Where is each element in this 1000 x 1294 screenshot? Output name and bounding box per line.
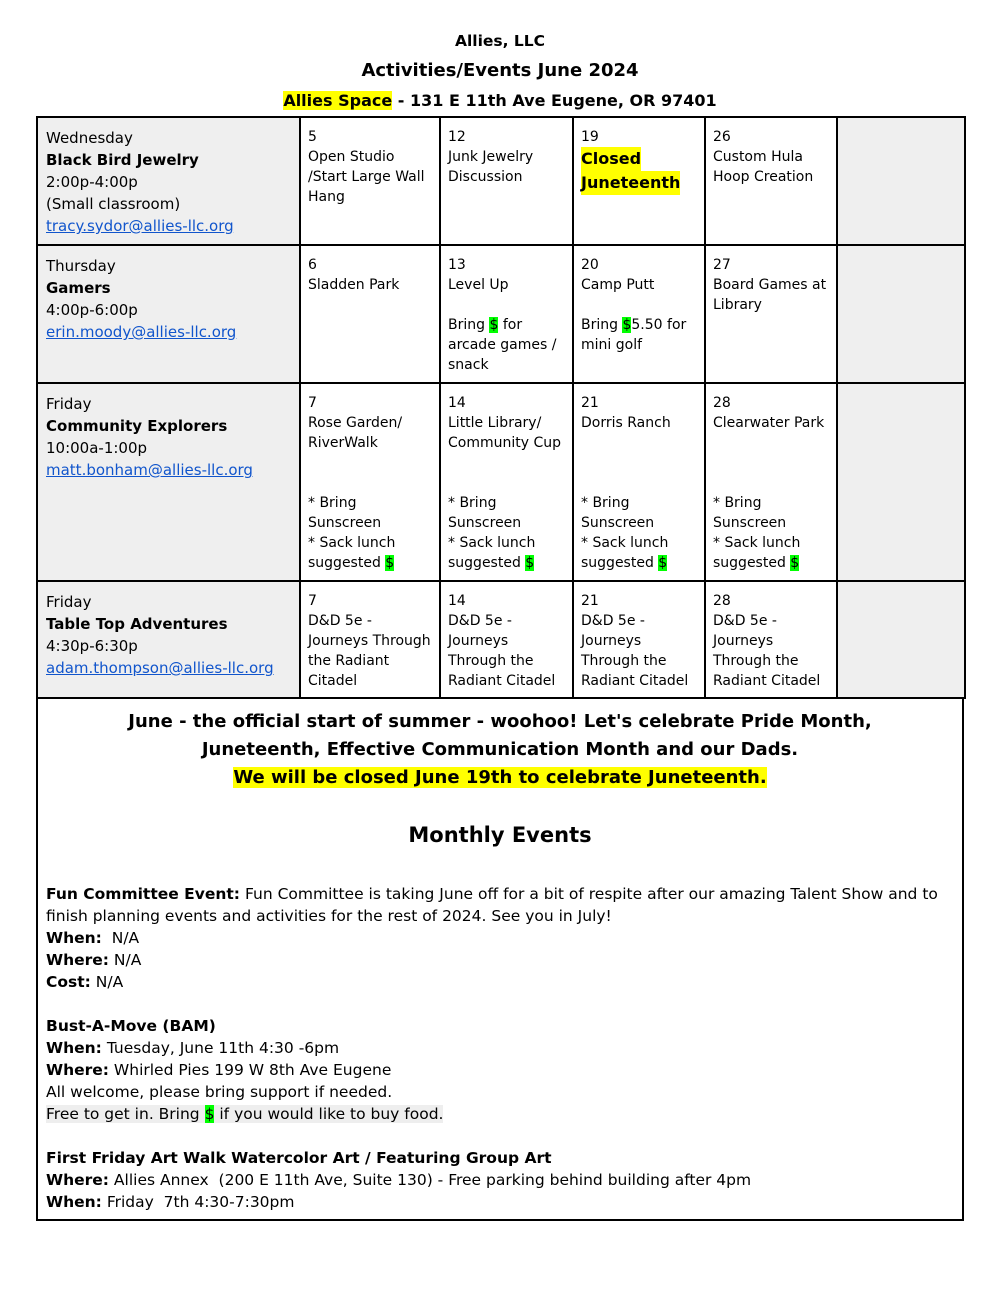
dollar-icon: $ [790, 555, 800, 571]
event-text: Dorris Ranch [581, 415, 671, 431]
event-text: Little Library/ Community Cup [448, 415, 562, 451]
note-lunch: * Sack lunch suggested $ [308, 535, 396, 571]
day-cell [705, 245, 837, 383]
monthly-info-box [36, 697, 964, 1221]
event-text: Open Studio /Start Large Wall Hang [308, 149, 425, 205]
event-text: D&D 5e - Journeys Through the Radiant Citadel [308, 613, 431, 689]
note-sunscreen: * Bring Sunscreen [581, 495, 655, 531]
address-line [0, 91, 1000, 110]
artwalk-where: Where: Allies Annex (200 E 11th Ave, Suite 130) - Free parking behind building after 4pm [46, 1171, 752, 1189]
bam-when: When: Tuesday, June 11th 4:30 -6pm [46, 1039, 340, 1057]
day-cell [300, 383, 440, 581]
contact-email-link[interactable]: matt.bonham@allies-llc.org [46, 461, 253, 479]
activity-time: 4:30p-6:30p [46, 637, 138, 655]
day-cell [705, 383, 837, 581]
event-text: Sladden Park [308, 277, 400, 293]
date-number: 7 [308, 395, 317, 411]
activity-label [37, 383, 300, 581]
artwalk-when: When: Friday 7th 4:30-7:30pm [46, 1193, 295, 1211]
activity-name: Black Bird Jewelry [46, 151, 199, 169]
table-row [37, 581, 965, 698]
day-cell [300, 245, 440, 383]
date-number: 14 [448, 593, 466, 609]
contact-email-link[interactable]: tracy.sydor@allies-llc.org [46, 217, 234, 235]
date-number: 13 [448, 257, 466, 273]
note-sunscreen: * Bring Sunscreen [448, 495, 522, 531]
date-number: 26 [713, 129, 731, 145]
day-cell [440, 383, 573, 581]
activity-name: Gamers [46, 279, 111, 297]
space-address: - 131 E 11th Ave Eugene, OR 97401 [392, 91, 717, 110]
announcement-line: June - the official start of summer - woohoo! Let's celebrate Pride Month, [128, 711, 872, 732]
activity-label [37, 581, 300, 698]
activity-name: Community Explorers [46, 417, 228, 435]
contact-email-link[interactable]: erin.moody@allies-llc.org [46, 323, 237, 341]
bam-cost: Free to get in. Bring $ if you would like to buy food. [46, 1105, 444, 1123]
date-number: 27 [713, 257, 731, 273]
day-cell [440, 581, 573, 698]
event-text: Junk Jewelry Discussion [448, 149, 534, 185]
empty-cell [837, 117, 965, 245]
date-number: 20 [581, 257, 599, 273]
day-cell [300, 117, 440, 245]
date-number: 7 [308, 593, 317, 609]
cost-note: Bring $5.50 for mini golf [581, 317, 687, 353]
empty-cell [837, 581, 965, 698]
day-cell [440, 245, 573, 383]
empty-cell [837, 245, 965, 383]
closed-label: Closed [581, 147, 641, 171]
day-name: Friday [46, 395, 92, 413]
note-sunscreen: * Bring Sunscreen [713, 495, 787, 531]
day-name: Wednesday [46, 129, 133, 147]
announcement-line: Juneteenth, Effective Communication Month and our Dads. [201, 739, 799, 760]
day-name: Friday [46, 593, 92, 611]
table-row [37, 245, 965, 383]
day-cell [573, 117, 705, 245]
table-row [37, 383, 965, 581]
fun-when: When: N/A [46, 929, 140, 947]
monthly-events-list [46, 883, 946, 1213]
note-lunch: * Sack lunch suggested $ [448, 535, 536, 571]
day-cell [440, 117, 573, 245]
event-text: Board Games at Library [713, 277, 827, 313]
dollar-icon: $ [525, 555, 535, 571]
bam-note: All welcome, please bring support if needed. [46, 1083, 393, 1101]
event-text: Clearwater Park [713, 415, 825, 431]
note-lunch: * Sack lunch suggested $ [581, 535, 669, 571]
event-text: Level Up [448, 277, 509, 293]
date-number: 28 [713, 593, 731, 609]
closed-reason: Juneteenth [581, 171, 680, 195]
closure-notice: We will be closed June 19th to celebrate Juneteenth. [233, 767, 767, 788]
artwalk-title: First Friday Art Walk Watercolor Art / Featuring Group Art [46, 1149, 552, 1167]
activity-room: (Small classroom) [46, 195, 181, 213]
date-number: 21 [581, 395, 599, 411]
fun-where: Where: N/A [46, 951, 142, 969]
date-number: 6 [308, 257, 317, 273]
activity-label [37, 245, 300, 383]
page-title: Activities/Events June 2024 [361, 60, 639, 81]
date-number: 5 [308, 129, 317, 145]
day-cell [573, 245, 705, 383]
event-text: D&D 5e - Journeys Through the Radiant Citadel [581, 613, 689, 689]
note-lunch: * Sack lunch suggested $ [713, 535, 801, 571]
day-cell [573, 581, 705, 698]
date-number: 12 [448, 129, 466, 145]
schedule-table [36, 116, 966, 699]
day-name: Thursday [46, 257, 116, 275]
org-name: Allies, LLC [454, 32, 546, 50]
day-cell [705, 117, 837, 245]
space-name: Allies Space [283, 91, 393, 110]
day-cell [705, 581, 837, 698]
monthly-events-title: Monthly Events [408, 823, 592, 847]
fun-cost: Cost: N/A [46, 973, 124, 991]
event-text: Camp Putt [581, 277, 655, 293]
event-text: Custom Hula Hoop Creation [713, 149, 814, 185]
activity-name: Table Top Adventures [46, 615, 228, 633]
day-cell [300, 581, 440, 698]
activity-time: 2:00p-4:00p [46, 173, 138, 191]
contact-email-link[interactable]: adam.thompson@allies-llc.org [46, 659, 274, 677]
fun-committee-description: Fun Committee Event: Fun Committee is taking June off for a bit of respite after our amazing Talent Show and to finish planning events and activities for the rest of 2024. See you in July! [46, 885, 938, 925]
dollar-icon: $ [658, 555, 668, 571]
event-text: D&D 5e - Journeys Through the Radiant Citadel [448, 613, 556, 689]
date-number: 28 [713, 395, 731, 411]
dollar-icon: $ [385, 555, 395, 571]
dollar-icon: $ [489, 317, 499, 333]
bam-title: Bust-A-Move (BAM) [46, 1017, 216, 1035]
dollar-icon: $ [204, 1105, 215, 1123]
date-number: 14 [448, 395, 466, 411]
date-number: 21 [581, 593, 599, 609]
event-text: D&D 5e - Journeys Through the Radiant Citadel [713, 613, 821, 689]
activity-time: 4:00p-6:00p [46, 301, 138, 319]
note-sunscreen: * Bring Sunscreen [308, 495, 382, 531]
empty-cell [837, 383, 965, 581]
day-cell [573, 383, 705, 581]
date-number: 19 [581, 129, 599, 145]
table-row [37, 117, 965, 245]
activity-time: 10:00a-1:00p [46, 439, 148, 457]
event-text: Rose Garden/ RiverWalk [308, 415, 403, 451]
activity-label [37, 117, 300, 245]
bam-where: Where: Whirled Pies 199 W 8th Ave Eugene [46, 1061, 392, 1079]
dollar-icon: $ [622, 317, 632, 333]
cost-note: Bring $ for arcade games / snack [448, 317, 557, 373]
